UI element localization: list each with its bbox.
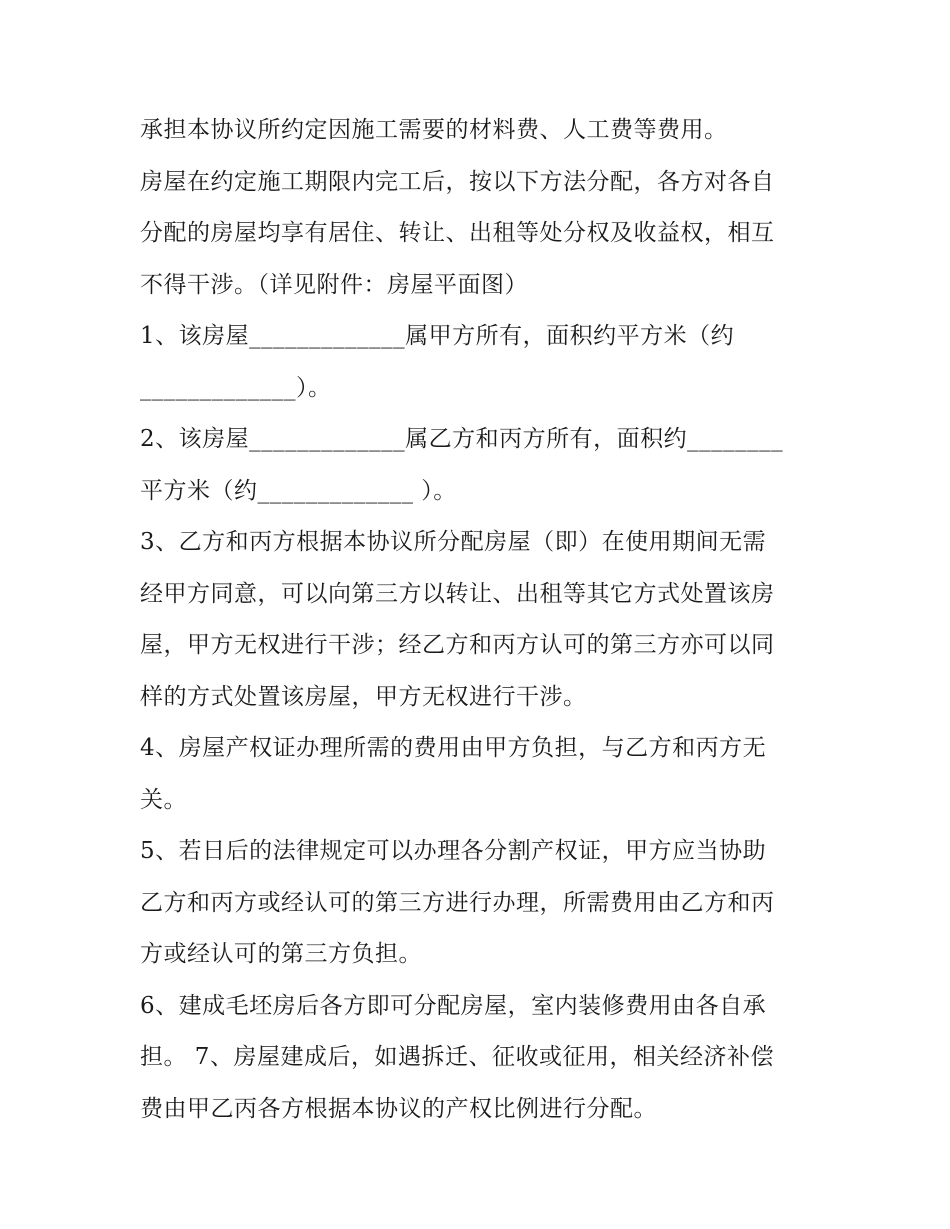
clause-3-line: 经甲方同意，可以向第三方以转让、出租等其它方式处置该房 xyxy=(140,580,775,607)
text-line: 房屋在约定施工期限内完工后，按以下方法分配，各方对各自 xyxy=(140,168,775,195)
clause-4-line: 关。 xyxy=(140,786,187,813)
clause-4-line: 4、房屋产权证办理所需的费用由甲方负担，与乙方和丙方无 xyxy=(140,735,767,761)
clause-2-line: 平方米（约_____________ ）。 xyxy=(140,477,457,504)
clause-5-line: 乙方和丙方或经认可的第三方进行办理，所需费用由乙方和丙 xyxy=(140,889,775,916)
clause-6-line: 6、建成毛坯房后各方即可分配房屋，室内装修费用由各自承 xyxy=(140,992,767,1019)
text-line: 分配的房屋均享有居住、转让、出租等处分权及收益权，相互 xyxy=(140,220,775,246)
clause-6-7-line: 担。 7、房屋建成后，如遇拆迁、征收或征用，相关经济补偿 xyxy=(140,1044,774,1070)
clause-1-line: _____________）。 xyxy=(140,374,332,401)
clause-3-line: 屋，甲方无权进行干涉；经乙方和丙方认可的第三方亦可以同 xyxy=(140,632,775,658)
clause-3-line: 3、乙方和丙方根据本协议所分配房屋（即）在使用期间无需 xyxy=(140,529,767,555)
text-line: 不得干涉。（详见附件：房屋平面图） xyxy=(140,271,528,298)
clause-5-line: 方或经认可的第三方负担。 xyxy=(140,941,422,967)
clause-3-line: 样的方式处置该房屋，甲方无权进行干涉。 xyxy=(140,683,587,710)
text-line: 承担本协议所约定因施工需要的材料费、人工费等费用。 xyxy=(140,117,728,143)
document-body xyxy=(140,107,820,1137)
clause-1-line: 1、该房屋_____________属甲方所有，面积约平方米（约 xyxy=(140,323,735,349)
clause-7-line: 费由甲乙丙各方根据本协议的产权比例进行分配。 xyxy=(140,1095,657,1122)
clause-2-line: 2、该房屋_____________属乙方和丙方所有，面积约________ xyxy=(140,426,784,452)
clause-5-line: 5、若日后的法律规定可以办理各分割产权证，甲方应当协助 xyxy=(140,838,767,864)
